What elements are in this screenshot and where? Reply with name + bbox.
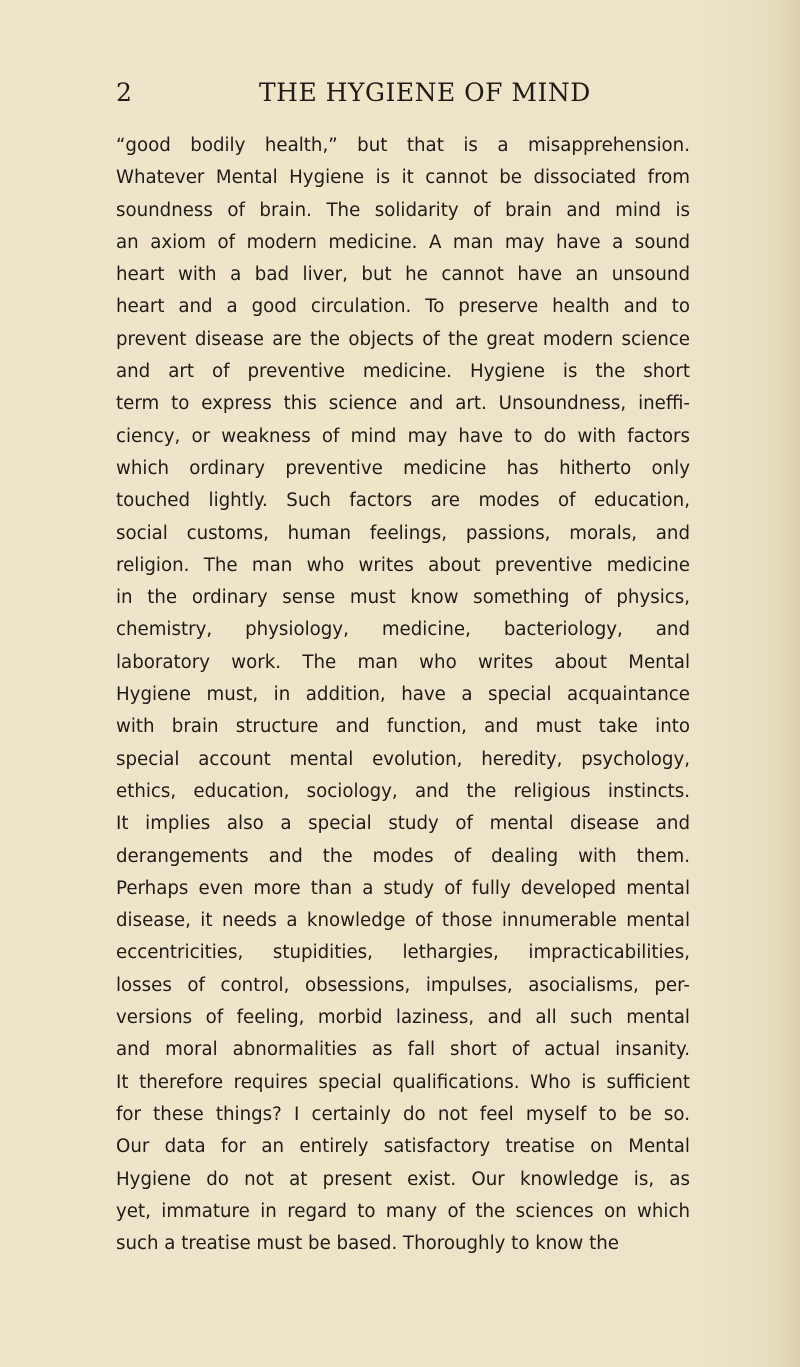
text-line: heart and a good circulation. To preserve health and to: [116, 296, 690, 318]
text-line: in the ordinary sense must know something of physics,: [116, 587, 690, 609]
text-line: Hygiene do not at present exist. Our knowledge is, as: [116, 1168, 690, 1190]
text-line: Hygiene must, in addition, have a special acquaintance: [116, 684, 690, 706]
text-line: It implies also a special study of mental disease and: [116, 813, 690, 835]
text-line: for these things? I certainly do not feel myself to be so.: [116, 1103, 690, 1125]
text-line: special account mental evolution, heredity, psychology,: [116, 748, 690, 770]
text-line: derangements and the modes of dealing with them.: [116, 845, 690, 867]
text-line: soundness of brain. The solidarity of brain and mind is: [116, 199, 690, 221]
text-line: and moral abnormalities as fall short of actual insanity.: [116, 1039, 690, 1061]
text-line: prevent disease are the objects of the great modern science: [116, 328, 690, 350]
text-line: laboratory work. The man who writes about Mental: [116, 651, 690, 673]
running-head: THE HYGIENE OF MIND: [259, 78, 591, 107]
text-line: “good bodily health,” but that is a misapprehension.: [116, 135, 690, 156]
text-line: touched lightly. Such factors are modes of education,: [116, 490, 690, 512]
page-number: 2: [116, 78, 133, 107]
text-line: Whatever Mental Hygiene is it cannot be dissociated from: [116, 167, 690, 189]
text-line: term to express this science and art. Unsoundness, ineffi-: [116, 393, 690, 415]
text-line: social customs, human feelings, passions, morals, and: [116, 522, 690, 544]
text-line: disease, it needs a knowledge of those innumerable mental: [116, 910, 690, 932]
text-line: which ordinary preventive medicine has hitherto only: [116, 457, 690, 479]
body-paragraph: [116, 130, 690, 1260]
text-line: religion. The man who writes about preventive medicine: [116, 554, 690, 576]
text-line: heart with a bad liver, but he cannot have an unsound: [116, 264, 690, 286]
text-line: ciency, or weakness of mind may have to do with factors: [116, 425, 690, 447]
page-header: [116, 70, 690, 110]
text-line: ethics, education, sociology, and the religious instincts.: [116, 780, 690, 802]
text-line: with brain structure and function, and must take into: [116, 716, 690, 738]
text-line: It therefore requires special qualifications. Who is sufficient: [116, 1071, 690, 1093]
text-line: such a treatise must be based. Thoroughly to know the: [116, 1233, 619, 1255]
text-line: yet, immature in regard to many of the sciences on which: [116, 1200, 690, 1222]
text-line: Perhaps even more than a study of fully developed mental: [116, 877, 690, 899]
text-line: an axiom of modern medicine. A man may have a sound: [116, 231, 690, 253]
text-line: chemistry, physiology, medicine, bacteriology, and: [116, 619, 690, 641]
text-line: and art of preventive medicine. Hygiene is the short: [116, 361, 690, 383]
text-line: versions of feeling, morbid laziness, and all such mental: [116, 1007, 690, 1029]
text-line: eccentricities, stupidities, lethargies, impracticabilities,: [116, 942, 690, 964]
text-line: losses of control, obsessions, impulses, asocialisms, per-: [116, 974, 690, 996]
text-line: Our data for an entirely satisfactory treatise on Mental: [116, 1136, 690, 1158]
